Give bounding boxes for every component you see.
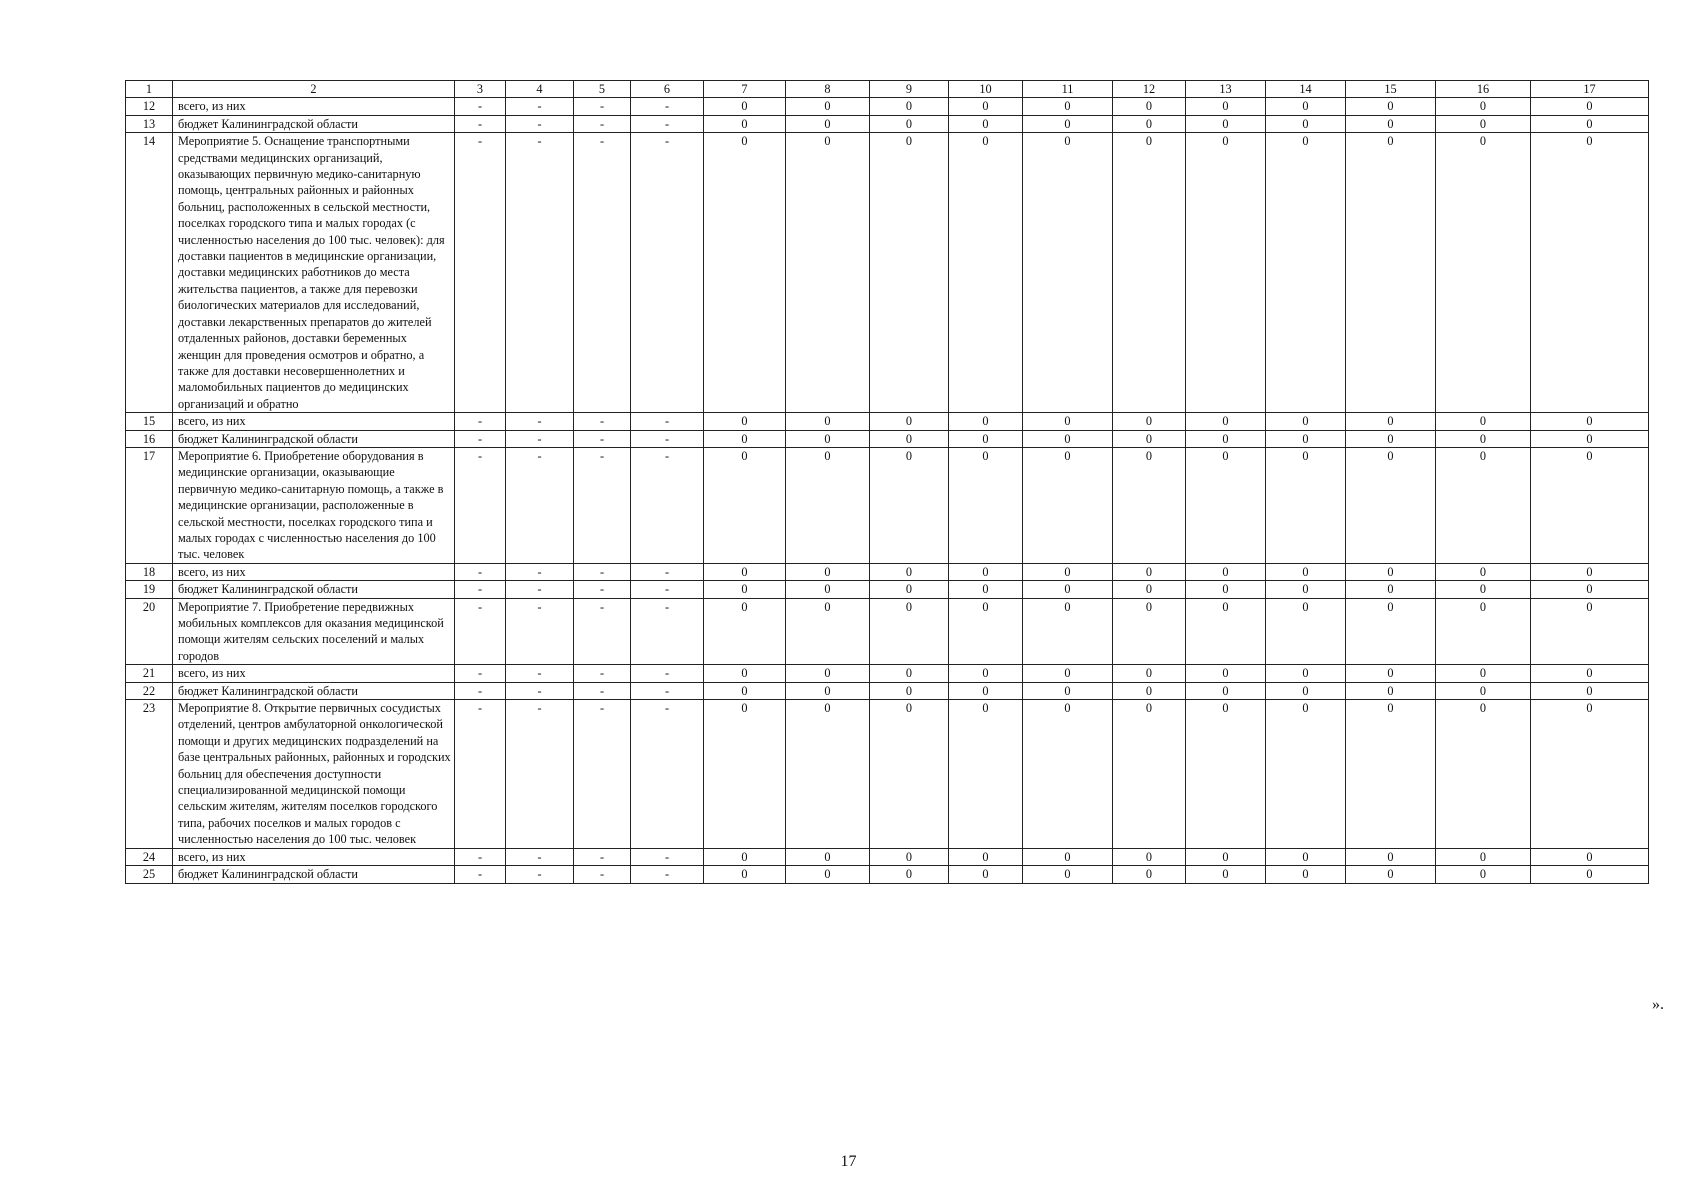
row-number: 21	[126, 665, 173, 682]
value-cell: 0	[870, 682, 949, 699]
closing-quote: ».	[1652, 996, 1664, 1013]
value-cell: 0	[1436, 682, 1531, 699]
value-cell: 0	[1266, 848, 1346, 865]
value-cell: 0	[1346, 413, 1436, 430]
value-cell: 0	[870, 563, 949, 580]
value-cell: -	[574, 581, 631, 598]
value-cell: 0	[1113, 115, 1186, 132]
value-cell: 0	[704, 563, 786, 580]
value-cell: 0	[1266, 598, 1346, 665]
value-cell: -	[506, 598, 574, 665]
row-description: Мероприятие 5. Оснащение транспортными средствами медицинских организаций, оказывающих первичную медико-санитарную помощь, центральных районных и районных больниц, расположенных в сельской местности, поселках городского типа и малых городах (с численностью населения до 100 тыс. человек): для доставки пациентов в медицинские организации, доставки медицинских работников до места жительства пациентов, а также для перевозки биологических материалов для исследований, доставки лекарственных препаратов до жителей отдаленных районов, доставки беременных женщин для проведения осмотров и обратно, а также для доставки несовершеннолетних и маломобильных пациентов до медицинских организаций и обратно	[173, 133, 455, 413]
value-cell: -	[574, 598, 631, 665]
value-cell: -	[455, 682, 506, 699]
value-cell: 0	[870, 98, 949, 115]
value-cell: -	[574, 682, 631, 699]
row-description: бюджет Калининградской области	[173, 581, 455, 598]
row-description: бюджет Калининградской области	[173, 430, 455, 447]
value-cell: 0	[704, 133, 786, 413]
value-cell: -	[631, 700, 704, 849]
value-cell: -	[455, 866, 506, 883]
value-cell: -	[455, 563, 506, 580]
table-row	[126, 115, 1649, 132]
value-cell: 0	[1266, 133, 1346, 413]
row-number: 24	[126, 848, 173, 865]
value-cell: 0	[1346, 133, 1436, 413]
row-number: 15	[126, 413, 173, 430]
value-cell: 0	[1346, 848, 1436, 865]
value-cell: -	[455, 447, 506, 563]
value-cell: 0	[1186, 581, 1266, 598]
row-description: всего, из них	[173, 848, 455, 865]
value-cell: -	[631, 598, 704, 665]
value-cell: 0	[870, 665, 949, 682]
value-cell: 0	[1186, 866, 1266, 883]
value-cell: 0	[786, 848, 870, 865]
table-row	[126, 447, 1649, 563]
value-cell: 0	[704, 413, 786, 430]
value-cell: -	[506, 98, 574, 115]
column-header: 16	[1436, 81, 1531, 98]
value-cell: 0	[1186, 413, 1266, 430]
value-cell: -	[506, 665, 574, 682]
column-header: 14	[1266, 81, 1346, 98]
value-cell: 0	[1531, 115, 1649, 132]
value-cell: 0	[1113, 563, 1186, 580]
row-description: всего, из них	[173, 665, 455, 682]
value-cell: -	[455, 598, 506, 665]
value-cell: 0	[1266, 98, 1346, 115]
value-cell: 0	[786, 866, 870, 883]
value-cell: 0	[949, 665, 1023, 682]
value-cell: 0	[1113, 430, 1186, 447]
value-cell: 0	[1266, 682, 1346, 699]
value-cell: 0	[1346, 665, 1436, 682]
value-cell: 0	[1266, 563, 1346, 580]
value-cell: 0	[870, 848, 949, 865]
value-cell: 0	[1186, 115, 1266, 132]
value-cell: 0	[870, 430, 949, 447]
value-cell: 0	[1346, 682, 1436, 699]
measures-table	[125, 80, 1649, 884]
value-cell: 0	[1023, 848, 1113, 865]
column-header: 9	[870, 81, 949, 98]
value-cell: -	[455, 848, 506, 865]
table-row	[126, 665, 1649, 682]
value-cell: -	[574, 413, 631, 430]
value-cell: -	[574, 665, 631, 682]
page-number: 17	[840, 1153, 857, 1170]
value-cell: 0	[704, 430, 786, 447]
value-cell: 0	[1531, 848, 1649, 865]
value-cell: 0	[1436, 598, 1531, 665]
value-cell: 0	[1531, 682, 1649, 699]
value-cell: 0	[1023, 598, 1113, 665]
value-cell: 0	[1023, 682, 1113, 699]
value-cell: 0	[949, 430, 1023, 447]
column-header: 17	[1531, 81, 1649, 98]
value-cell: 0	[949, 98, 1023, 115]
value-cell: 0	[1436, 581, 1531, 598]
value-cell: -	[574, 563, 631, 580]
row-number: 22	[126, 682, 173, 699]
value-cell: 0	[1113, 98, 1186, 115]
value-cell: 0	[1266, 430, 1346, 447]
value-cell: -	[506, 447, 574, 563]
value-cell: 0	[1436, 866, 1531, 883]
table-row	[126, 563, 1649, 580]
value-cell: -	[506, 563, 574, 580]
row-description: Мероприятие 6. Приобретение оборудования в медицинские организации, оказывающие первичную медико-санитарную помощь, а также в медицинские организации, расположенные в сельской местности, поселках городского типа и малых городах с численностью населения до 100 тыс. человек	[173, 447, 455, 563]
value-cell: -	[574, 866, 631, 883]
value-cell: 0	[1186, 563, 1266, 580]
value-cell: 0	[786, 115, 870, 132]
row-description: всего, из них	[173, 413, 455, 430]
value-cell: 0	[1436, 133, 1531, 413]
value-cell: 0	[1266, 866, 1346, 883]
value-cell: 0	[1186, 700, 1266, 849]
value-cell: 0	[1266, 413, 1346, 430]
value-cell: 0	[704, 665, 786, 682]
value-cell: -	[506, 430, 574, 447]
row-description: всего, из них	[173, 563, 455, 580]
value-cell: 0	[1346, 866, 1436, 883]
value-cell: 0	[870, 598, 949, 665]
table-header-row	[126, 81, 1649, 98]
column-header: 1	[126, 81, 173, 98]
value-cell: 0	[786, 700, 870, 849]
value-cell: 0	[1023, 133, 1113, 413]
table-row	[126, 598, 1649, 665]
value-cell: 0	[1531, 430, 1649, 447]
column-header: 10	[949, 81, 1023, 98]
value-cell: 0	[1531, 563, 1649, 580]
column-header: 12	[1113, 81, 1186, 98]
value-cell: 0	[1436, 115, 1531, 132]
value-cell: 0	[1186, 430, 1266, 447]
value-cell: 0	[1186, 848, 1266, 865]
column-header: 4	[506, 81, 574, 98]
value-cell: -	[455, 581, 506, 598]
row-number: 20	[126, 598, 173, 665]
column-header: 13	[1186, 81, 1266, 98]
value-cell: -	[631, 866, 704, 883]
value-cell: 0	[870, 700, 949, 849]
value-cell: 0	[1113, 447, 1186, 563]
value-cell: 0	[1113, 665, 1186, 682]
value-cell: -	[506, 848, 574, 865]
value-cell: 0	[704, 682, 786, 699]
value-cell: -	[574, 115, 631, 132]
value-cell: -	[455, 700, 506, 849]
value-cell: 0	[1531, 700, 1649, 849]
value-cell: -	[574, 700, 631, 849]
value-cell: 0	[870, 115, 949, 132]
value-cell: 0	[1113, 133, 1186, 413]
value-cell: -	[506, 700, 574, 849]
value-cell: 0	[1266, 447, 1346, 563]
table-row	[126, 430, 1649, 447]
value-cell: 0	[1113, 598, 1186, 665]
value-cell: 0	[1023, 430, 1113, 447]
value-cell: -	[631, 848, 704, 865]
value-cell: 0	[870, 133, 949, 413]
value-cell: -	[574, 98, 631, 115]
value-cell: 0	[786, 98, 870, 115]
value-cell: 0	[1531, 598, 1649, 665]
value-cell: -	[631, 430, 704, 447]
column-header: 15	[1346, 81, 1436, 98]
value-cell: -	[631, 581, 704, 598]
row-number: 23	[126, 700, 173, 849]
value-cell: 0	[1266, 581, 1346, 598]
value-cell: 0	[786, 665, 870, 682]
value-cell: 0	[704, 447, 786, 563]
value-cell: 0	[1186, 682, 1266, 699]
value-cell: 0	[949, 413, 1023, 430]
value-cell: -	[631, 665, 704, 682]
row-description: бюджет Калининградской области	[173, 115, 455, 132]
value-cell: 0	[1266, 700, 1346, 849]
value-cell: 0	[1023, 700, 1113, 849]
value-cell: -	[574, 133, 631, 413]
value-cell: -	[455, 413, 506, 430]
value-cell: 0	[949, 866, 1023, 883]
value-cell: 0	[704, 866, 786, 883]
value-cell: 0	[1346, 447, 1436, 563]
value-cell: -	[574, 430, 631, 447]
value-cell: 0	[786, 430, 870, 447]
value-cell: 0	[1436, 563, 1531, 580]
value-cell: 0	[1186, 133, 1266, 413]
value-cell: 0	[1113, 848, 1186, 865]
value-cell: 0	[1346, 98, 1436, 115]
value-cell: -	[631, 115, 704, 132]
row-description: бюджет Калининградской области	[173, 866, 455, 883]
column-header: 3	[455, 81, 506, 98]
row-description: Мероприятие 8. Открытие первичных сосудистых отделений, центров амбулаторной онкологической помощи и других медицинских подразделений на базе центральных районных, районных и городских больниц для обеспечения доступности специализированной медицинской помощи сельским жителям, жителям поселков городского типа, рабочих поселков и малых городов с численностью населения до 100 тыс. человек	[173, 700, 455, 849]
value-cell: 0	[1023, 115, 1113, 132]
row-number: 14	[126, 133, 173, 413]
value-cell: 0	[704, 115, 786, 132]
row-number: 12	[126, 98, 173, 115]
value-cell: 0	[1113, 866, 1186, 883]
value-cell: 0	[704, 848, 786, 865]
value-cell: -	[631, 682, 704, 699]
value-cell: 0	[1266, 115, 1346, 132]
value-cell: 0	[1113, 413, 1186, 430]
value-cell: -	[506, 866, 574, 883]
value-cell: -	[506, 115, 574, 132]
value-cell: 0	[870, 866, 949, 883]
row-number: 19	[126, 581, 173, 598]
value-cell: 0	[1186, 447, 1266, 563]
row-number: 16	[126, 430, 173, 447]
value-cell: 0	[1346, 581, 1436, 598]
row-description: всего, из них	[173, 98, 455, 115]
value-cell: 0	[1346, 563, 1436, 580]
column-header: 6	[631, 81, 704, 98]
value-cell: -	[455, 98, 506, 115]
value-cell: 0	[1531, 447, 1649, 563]
row-description: Мероприятие 7. Приобретение передвижных мобильных комплексов для оказания медицинской помощи жителям сельских поселений и малых городов	[173, 598, 455, 665]
value-cell: -	[455, 665, 506, 682]
value-cell: 0	[870, 447, 949, 563]
value-cell: 0	[1531, 665, 1649, 682]
value-cell: 0	[949, 848, 1023, 865]
value-cell: -	[455, 133, 506, 413]
value-cell: 0	[1531, 413, 1649, 430]
value-cell: 0	[786, 413, 870, 430]
value-cell: -	[574, 447, 631, 563]
table-row	[126, 848, 1649, 865]
value-cell: 0	[1023, 866, 1113, 883]
value-cell: -	[455, 430, 506, 447]
value-cell: 0	[1346, 115, 1436, 132]
value-cell: 0	[704, 581, 786, 598]
table-row	[126, 866, 1649, 883]
value-cell: 0	[786, 133, 870, 413]
column-header: 8	[786, 81, 870, 98]
value-cell: -	[506, 413, 574, 430]
value-cell: 0	[949, 581, 1023, 598]
value-cell: 0	[1023, 447, 1113, 563]
value-cell: 0	[704, 700, 786, 849]
row-number: 25	[126, 866, 173, 883]
value-cell: 0	[704, 598, 786, 665]
value-cell: 0	[1531, 866, 1649, 883]
value-cell: 0	[1436, 413, 1531, 430]
column-header: 7	[704, 81, 786, 98]
value-cell: 0	[1531, 98, 1649, 115]
value-cell: 0	[1186, 665, 1266, 682]
column-header: 11	[1023, 81, 1113, 98]
value-cell: 0	[1186, 98, 1266, 115]
table-body	[126, 98, 1649, 883]
value-cell: 0	[949, 115, 1023, 132]
value-cell: -	[631, 413, 704, 430]
value-cell: 0	[1436, 848, 1531, 865]
value-cell: -	[631, 563, 704, 580]
value-cell: 0	[1023, 581, 1113, 598]
value-cell: 0	[786, 581, 870, 598]
row-number: 13	[126, 115, 173, 132]
value-cell: 0	[1023, 98, 1113, 115]
value-cell: 0	[1266, 665, 1346, 682]
value-cell: 0	[1186, 598, 1266, 665]
value-cell: 0	[949, 447, 1023, 563]
value-cell: 0	[1436, 430, 1531, 447]
table-row	[126, 133, 1649, 413]
table-row	[126, 682, 1649, 699]
value-cell: 0	[1023, 563, 1113, 580]
table-row	[126, 413, 1649, 430]
value-cell: 0	[949, 700, 1023, 849]
value-cell: 0	[949, 133, 1023, 413]
value-cell: 0	[1023, 413, 1113, 430]
value-cell: -	[455, 115, 506, 132]
table-row	[126, 581, 1649, 598]
value-cell: -	[506, 581, 574, 598]
value-cell: 0	[1113, 682, 1186, 699]
value-cell: 0	[949, 598, 1023, 665]
value-cell: -	[631, 133, 704, 413]
row-description: бюджет Калининградской области	[173, 682, 455, 699]
value-cell: 0	[1531, 133, 1649, 413]
value-cell: 0	[1436, 700, 1531, 849]
value-cell: 0	[786, 447, 870, 563]
value-cell: 0	[949, 563, 1023, 580]
value-cell: -	[631, 447, 704, 563]
value-cell: -	[506, 682, 574, 699]
value-cell: 0	[1346, 700, 1436, 849]
value-cell: 0	[1531, 581, 1649, 598]
row-number: 17	[126, 447, 173, 563]
table-row	[126, 98, 1649, 115]
value-cell: 0	[1436, 665, 1531, 682]
value-cell: 0	[949, 682, 1023, 699]
value-cell: 0	[1436, 98, 1531, 115]
table-row	[126, 700, 1649, 849]
value-cell: 0	[870, 413, 949, 430]
value-cell: 0	[1113, 581, 1186, 598]
row-number: 18	[126, 563, 173, 580]
value-cell: -	[506, 133, 574, 413]
value-cell: 0	[786, 682, 870, 699]
column-header: 2	[173, 81, 455, 98]
value-cell: 0	[786, 598, 870, 665]
column-header: 5	[574, 81, 631, 98]
value-cell: 0	[1346, 598, 1436, 665]
value-cell: -	[631, 98, 704, 115]
value-cell: 0	[1436, 447, 1531, 563]
value-cell: 0	[704, 98, 786, 115]
value-cell: 0	[786, 563, 870, 580]
value-cell: 0	[1346, 430, 1436, 447]
value-cell: 0	[870, 581, 949, 598]
value-cell: 0	[1113, 700, 1186, 849]
value-cell: 0	[1023, 665, 1113, 682]
value-cell: -	[574, 848, 631, 865]
